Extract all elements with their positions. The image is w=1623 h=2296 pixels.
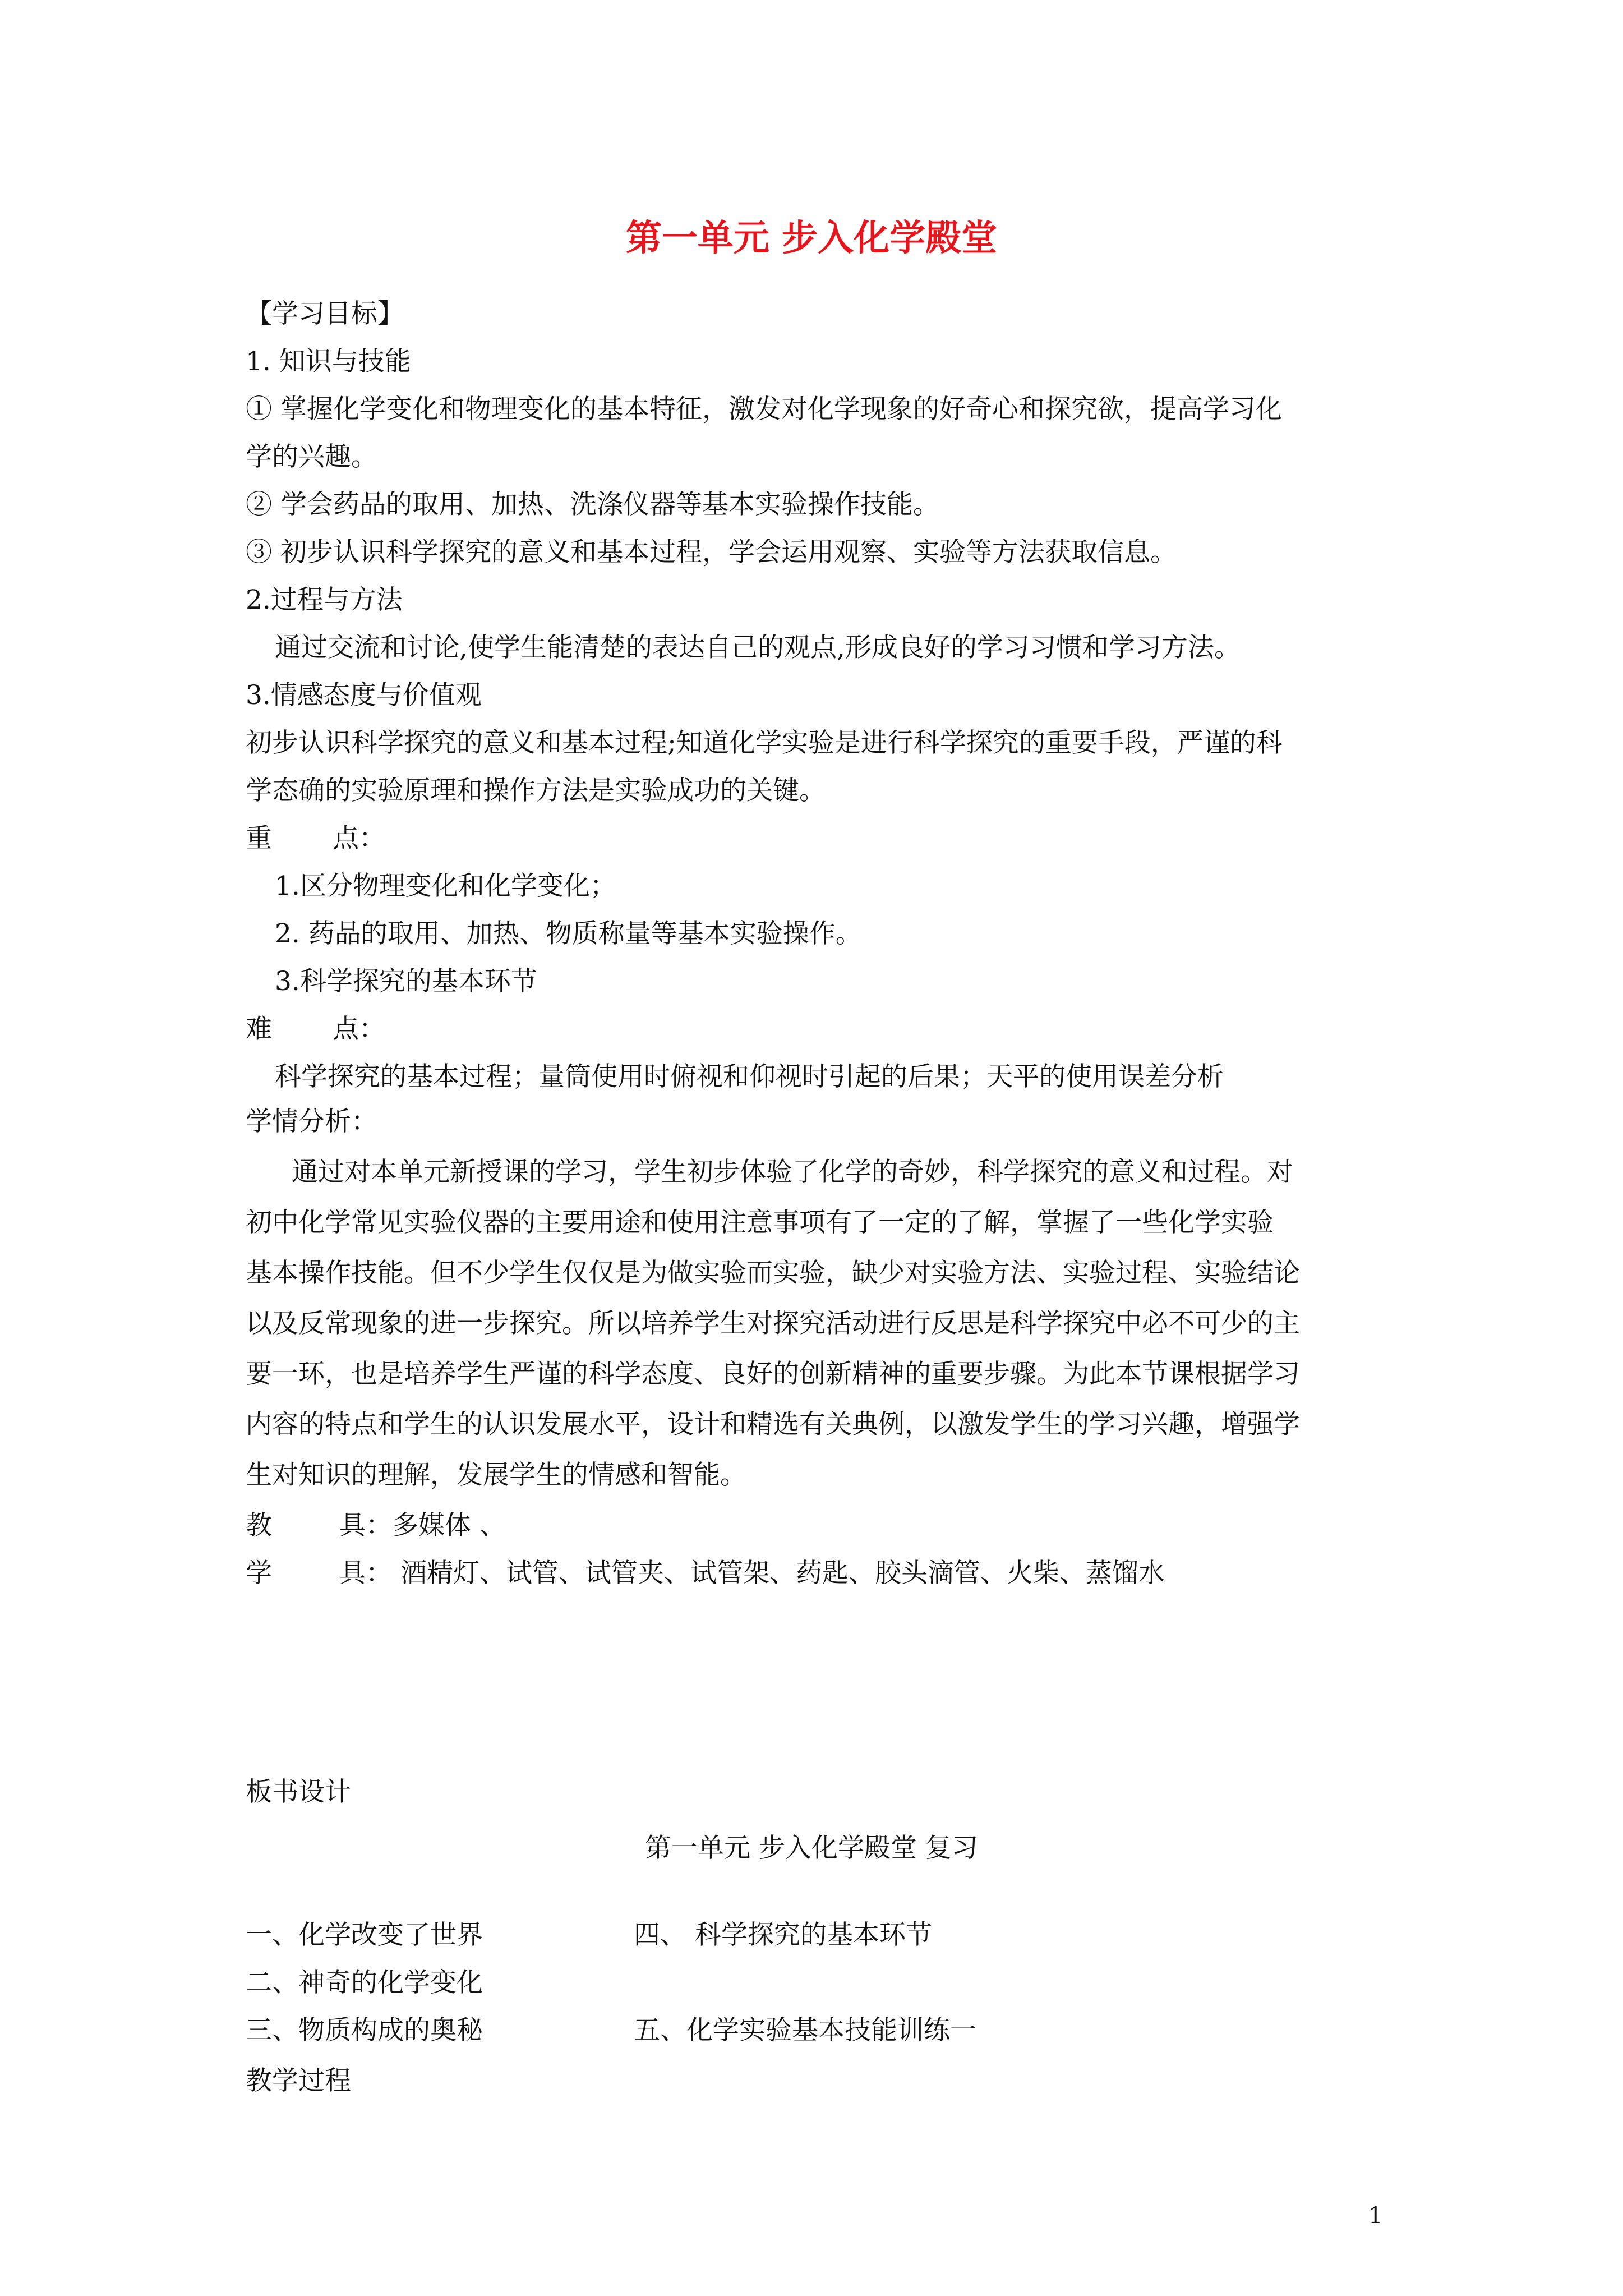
- student-tools: [246, 1557, 1165, 1590]
- analysis-line-6: 内容的特点和学生的认识发展水平，设计和精选有关典例，以激发学生的学习兴趣，增强学: [246, 1409, 1300, 1440]
- board-design-label: 板书设计: [246, 1777, 351, 1807]
- key-point-1: 1.区分物理变化和化学变化；: [275, 871, 616, 901]
- emotion-values-text-b: 学态确的实验原理和操作方法是实验成功的关键。: [246, 775, 826, 806]
- objective-item-1a: ① 掌握化学变化和物理变化的基本特征，激发对化学现象的好奇心和探究欲，提高学习化: [246, 394, 1282, 425]
- teacher-tools-label-a: 教: [246, 1510, 272, 1541]
- analysis-line-1: 通过对本单元新授课的学习，学生初步体验了化学的奇妙，科学探究的意义和过程。对: [292, 1157, 1293, 1188]
- key-point-3: 3.科学探究的基本环节: [275, 966, 537, 997]
- analysis-line-4: 以及反常现象的进一步探究。所以培养学生对探究活动进行反思是科学探究中必不可少的主: [246, 1308, 1300, 1339]
- page-number: 1: [1368, 2203, 1383, 2229]
- board-item-4: 四、 科学探究的基本环节: [634, 1920, 932, 1950]
- section-emotion-values: 3.情感态度与价值观: [246, 680, 482, 711]
- student-tools-text: 具： 酒精灯、试管、试管夹、试管架、药匙、胶头滴管、火柴、蒸馏水: [339, 1558, 1165, 1589]
- board-subtitle: 第一单元 步入化学殿堂 复习: [645, 1833, 978, 1864]
- analysis-line-2: 初中化学常见实验仪器的主要用途和使用注意事项有了一定的了解，掌握了一些化学实验: [246, 1207, 1274, 1238]
- analysis-line-7: 生对知识的理解，发展学生的情感和智能。: [246, 1460, 746, 1490]
- key-point-2: 2. 药品的取用、加热、物质称量等基本实验操作。: [275, 918, 862, 949]
- process-label: 教学过程: [246, 2065, 351, 2096]
- board-item-2: 二、神奇的化学变化: [246, 1967, 483, 1998]
- objective-item-1b: 学的兴趣。: [246, 441, 377, 472]
- process-method-text: 通过交流和讨论,使学生能清楚的表达自己的观点,形成良好的学习习惯和学习方法。: [275, 632, 1241, 663]
- analysis-label: 学情分析：: [246, 1106, 377, 1137]
- key-points-label: [246, 822, 385, 855]
- board-item-3: 三、物质构成的奥秘: [246, 2015, 483, 2046]
- difficulties-label-a: 难: [246, 1014, 272, 1045]
- key-points-label-b: 点：: [333, 823, 385, 854]
- analysis-line-5: 要一环，也是培养学生严谨的科学态度、良好的创新精神的重要步骤。为此本节课根据学习: [246, 1359, 1300, 1389]
- objectives-heading: 【学习目标】: [246, 298, 404, 329]
- difficulties-label: [246, 1013, 385, 1046]
- board-item-5: 五、化学实验基本技能训练一: [634, 2015, 976, 2046]
- student-tools-label-a: 学: [246, 1558, 272, 1589]
- analysis-line-3: 基本操作技能。但不少学生仅仅是为做实验而实验，缺少对实验方法、实验过程、实验结论: [246, 1258, 1300, 1289]
- objective-item-2: ② 学会药品的取用、加热、洗涤仪器等基本实验操作技能。: [246, 489, 939, 520]
- teacher-tools: [246, 1509, 506, 1543]
- difficulties-label-b: 点：: [333, 1014, 385, 1045]
- emotion-values-text-a: 初步认识科学探究的意义和基本过程;知道化学实验是进行科学探究的重要手段，严谨的科: [246, 728, 1283, 758]
- section-process-method: 2.过程与方法: [246, 585, 403, 615]
- key-points-label-a: 重: [246, 823, 272, 854]
- teacher-tools-text: 具：多媒体 、: [339, 1510, 506, 1541]
- objective-item-3: ③ 初步认识科学探究的意义和基本过程，学会运用观察、实验等方法获取信息。: [246, 537, 1177, 568]
- section-knowledge-skills: 1. 知识与技能: [246, 346, 411, 377]
- difficulties-text: 科学探究的基本过程；量筒使用时俯视和仰视时引起的后果；天平的使用误差分析: [275, 1061, 1224, 1092]
- board-item-1: 一、化学改变了世界: [246, 1920, 483, 1950]
- document-title: 第一单元 步入化学殿堂: [625, 218, 998, 259]
